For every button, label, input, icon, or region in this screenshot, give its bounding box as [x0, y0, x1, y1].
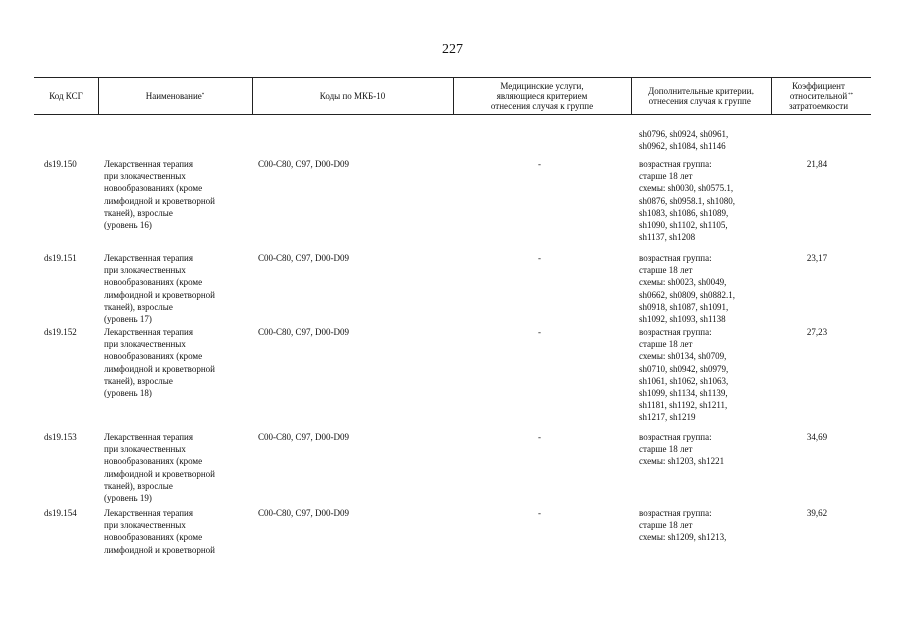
row-code: ds19.153 [44, 432, 77, 442]
page-number: 227 [442, 42, 463, 57]
row-services: - [538, 432, 541, 442]
row-services: - [538, 327, 541, 337]
row-name: Лекарственная терапия при злокачественных новообразованиях (кроме лимфоидной и кроветворной тканей), взрослые (уровень 19) [104, 432, 215, 504]
header-mkb: Коды по МКБ-10 [319, 90, 386, 101]
row-criteria: возрастная группа: старше 18 лет схемы: sh1203, sh1221 [639, 432, 725, 467]
header-code: Код КСГ [49, 90, 83, 101]
header-coefficient: Коэффициент относительной затратоемкости ** [788, 80, 854, 111]
header-name: Наименование * [145, 90, 205, 101]
continuation-criteria: sh0796, sh0924, sh0961, sh0962, sh1084, sh1146 [639, 129, 729, 152]
row-coefficient: 21,84 [806, 159, 828, 169]
row-criteria: возрастная группа: старше 18 лет схемы: sh0030, sh0575.1, sh0876, sh0958.1, sh1080, sh1083, sh1086, sh1089, sh1090, sh1102, sh1105, sh1137, sh1208 [639, 159, 736, 243]
header-bottom-rule [34, 114, 871, 115]
row-mkb: C00-C80, C97, D00-D09 [258, 432, 350, 442]
row-name: Лекарственная терапия при злокачественных новообразованиях (кроме лимфоидной и кроветворной [104, 508, 215, 555]
row-code: ds19.154 [44, 508, 77, 518]
row-code: ds19.151 [44, 253, 77, 263]
row-criteria: возрастная группа: старше 18 лет схемы: sh1209, sh1213, [639, 508, 727, 543]
row-coefficient: 23,17 [806, 253, 828, 263]
row-name: Лекарственная терапия при злокачественных новообразованиях (кроме лимфоидной и кроветворной тканей), взрослые (уровень 16) [104, 159, 215, 231]
row-coefficient: 39,62 [806, 508, 828, 518]
row-services: - [538, 253, 541, 263]
row-mkb: C00-C80, C97, D00-D09 [258, 253, 350, 263]
row-code: ds19.152 [44, 327, 77, 337]
row-services: - [538, 159, 541, 169]
row-mkb: C00-C80, C97, D00-D09 [258, 159, 350, 169]
row-criteria: возрастная группа: старше 18 лет схемы: sh0023, sh0049, sh0662, sh0809, sh0882.1, sh0918, sh1087, sh1091, sh1092, sh1093, sh1138 [639, 253, 736, 325]
row-coefficient: 34,69 [806, 432, 828, 442]
row-name: Лекарственная терапия при злокачественных новообразованиях (кроме лимфоидной и кроветворной тканей), взрослые (уровень 17) [104, 253, 215, 325]
row-mkb: C00-C80, C97, D00-D09 [258, 508, 350, 518]
row-services: - [538, 508, 541, 518]
row-coefficient: 27,23 [806, 327, 828, 337]
header-criteria: Дополнительные критерии отнесения случая к группе * [648, 85, 754, 106]
row-criteria: возрастная группа: старше 18 лет схемы: sh0134, sh0709, sh0710, sh0942, sh0979, sh1061, sh1062, sh1063, sh1099, sh1134, sh1139, sh1181, sh1192, sh1211, sh1217, sh1219 [639, 327, 729, 423]
header-services: Медицинские услуги, являющиеся критерием отнесения случая к группе [490, 80, 594, 111]
row-name: Лекарственная терапия при злокачественных новообразованиях (кроме лимфоидной и кроветворной тканей), взрослые (уровень 18) [104, 327, 215, 399]
row-code: ds19.150 [44, 159, 77, 169]
row-mkb: C00-C80, C97, D00-D09 [258, 327, 350, 337]
